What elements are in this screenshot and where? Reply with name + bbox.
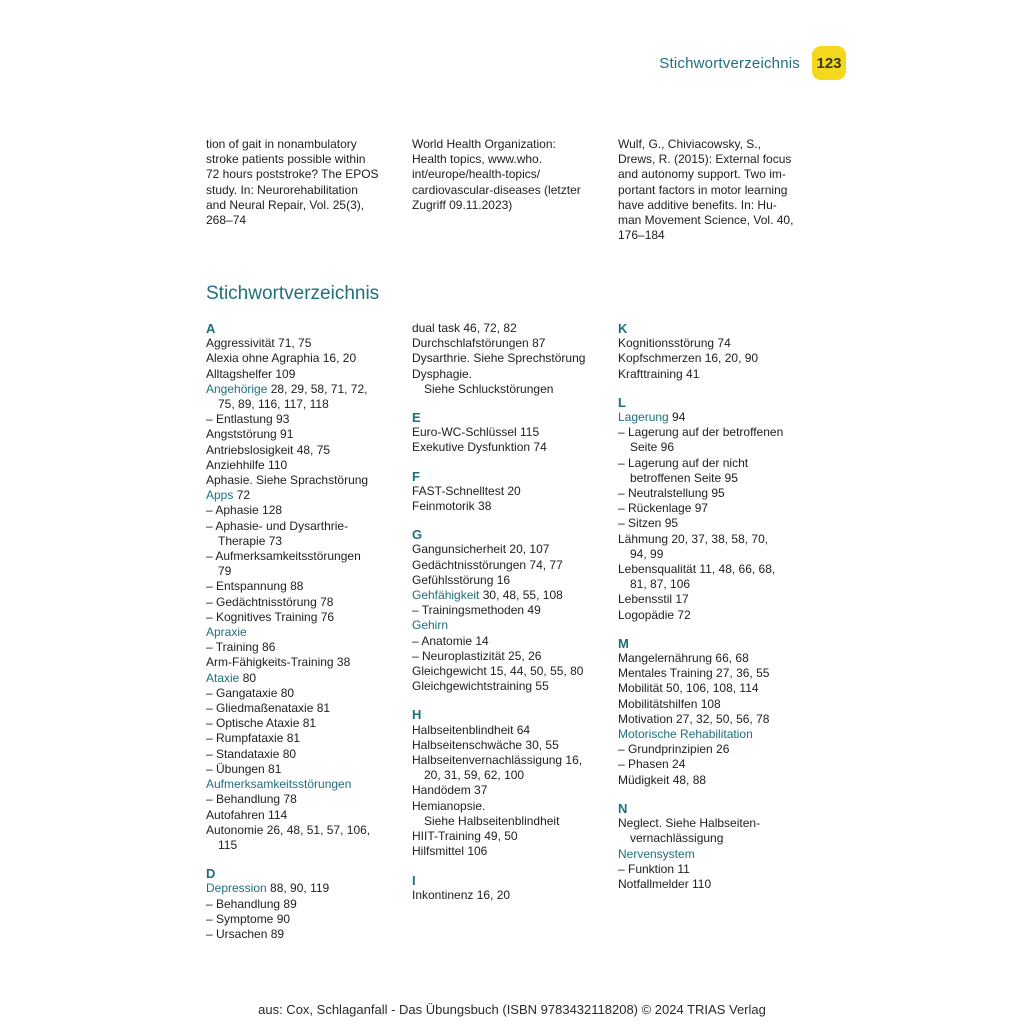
- index-entry: Exekutive Dysfunktion 74: [412, 440, 547, 455]
- index-letter-heading: I: [412, 872, 416, 888]
- index-letter-heading: F: [412, 468, 420, 484]
- index-entry: Halbseitenschwäche 30, 55: [412, 737, 559, 752]
- index-column: [206, 321, 396, 942]
- index-subentry: – Entlastung 93: [206, 412, 290, 427]
- index-entry: Hilfsmittel 106: [412, 844, 488, 859]
- index-entry: Handödem 37: [412, 783, 488, 798]
- index-subentry: – Gedächtnisstörung 78: [206, 594, 334, 609]
- index-subentry: – Phasen 24: [618, 757, 686, 772]
- index-letter-heading: G: [412, 527, 423, 543]
- index-subentry: – Grundprinzipien 26: [618, 742, 730, 757]
- index-continuation: Therapie 73: [218, 533, 283, 548]
- index-entry: Lebensstil 17: [618, 592, 689, 607]
- spacer: [412, 694, 602, 707]
- index-entry: Gefühlsstörung 16: [412, 572, 511, 587]
- index-entry: Euro-WC-Schlüssel 115: [412, 425, 540, 440]
- index-entry: [206, 777, 396, 792]
- index-entry: Apps 72: [206, 488, 251, 503]
- page-number-badge: 123: [812, 46, 846, 80]
- index-subentry: – Aphasie- und Dysarthrie-: [206, 518, 349, 533]
- index-subentry: – Lagerung auf der nicht: [618, 455, 749, 470]
- index-entry: Motivation 27, 32, 50, 56, 78: [618, 711, 770, 726]
- index-letter-heading: H: [412, 707, 422, 723]
- index-subentry: – Optische Ataxie 81: [206, 716, 317, 731]
- index-keyword: Lagerung: [618, 410, 669, 425]
- index-subentry: – Rumpfataxie 81: [206, 731, 301, 746]
- index-subentry: – Aphasie 128: [206, 503, 283, 518]
- index-subentry: – Funktion 11: [618, 861, 690, 876]
- index-keyword: Gehirn: [412, 618, 449, 633]
- index-entry: Lebensqualität 11, 48, 66, 68,: [618, 562, 776, 577]
- index-entry: Alltagshelfer 109: [206, 366, 296, 381]
- index-entry: Gleichgewicht 15, 44, 50, 55, 80: [412, 664, 584, 679]
- index-keyword: Motorische Rehabilitation: [618, 727, 753, 742]
- index-subentry: – Gangataxie 80: [206, 685, 295, 700]
- index-subentry: – Lagerung auf der betroffenen: [618, 425, 784, 440]
- index-entry: Mobilitätshilfen 108: [618, 696, 721, 711]
- index-entry: Alexia ohne Agraphia 16, 20: [206, 351, 357, 366]
- index-entry: Gangunsicherheit 20, 107: [412, 542, 550, 557]
- reference-entry: tion of gait in nonambulatory stroke patients possible within 72 hours poststroke? The EPOS study. In: Neurorehabilitation and Neural Repair, Vol. 25(3), 268–74: [206, 137, 379, 228]
- index-entry: Anziehhilfe 110: [206, 457, 288, 472]
- index-entry: FAST-Schnelltest 20: [412, 483, 521, 498]
- reference-entry: World Health Organization: Health topics, www.who. int/europe/health-topics/ cardiovascular-diseases (letzter Zugriff 09.11.2023): [412, 137, 581, 212]
- index-letter-heading: A: [206, 321, 216, 336]
- index-entry: HIIT-Training 49, 50: [412, 829, 518, 844]
- index-entry: Lähmung 20, 37, 38, 58, 70,: [618, 531, 769, 546]
- index-column: [618, 321, 808, 892]
- index-entry: Dysarthrie. Siehe Sprechstörung: [412, 351, 586, 366]
- index-keyword: Apraxie: [206, 625, 247, 640]
- index-entry: Feinmotorik 38: [412, 499, 492, 514]
- index-entry: Aggressivität 71, 75: [206, 336, 312, 351]
- index-subentry: – Standataxie 80: [206, 746, 297, 761]
- spacer: [412, 514, 602, 527]
- index-letter-heading: M: [618, 635, 629, 651]
- index-entry: Autonomie 26, 48, 51, 57, 106,: [206, 822, 371, 837]
- index-letter-heading: D: [206, 866, 216, 882]
- index-entry: Halbseitenvernachlässigung 16,: [412, 753, 583, 768]
- index-subentry: – Behandlung 78: [206, 792, 297, 807]
- spacer: [412, 860, 602, 873]
- index-entry: Dysphagie.: [412, 366, 473, 381]
- index-entry: [618, 727, 808, 742]
- index-continuation: 75, 89, 116, 117, 118: [218, 397, 329, 412]
- index-continuation: Seite 96: [630, 440, 675, 455]
- spacer: [618, 788, 808, 801]
- index-keyword: Ataxie: [206, 670, 240, 685]
- index-subentry: – Ursachen 89: [206, 926, 285, 941]
- index-subentry: – Rückenlage 97: [618, 501, 709, 516]
- index-subentry: – Gliedmaßenataxie 81: [206, 701, 331, 716]
- spacer: [618, 382, 808, 395]
- index-continuation: 81, 87, 106: [630, 577, 691, 592]
- spacer: [618, 623, 808, 636]
- index-keyword: Aufmerksamkeitsstörungen: [206, 777, 352, 792]
- index-continuation: Siehe Schluckstörungen: [424, 381, 554, 396]
- index-letter-heading: E: [412, 410, 421, 426]
- index-entry: Kognitionsstörung 74: [618, 336, 731, 351]
- index-entry: Angststörung 91: [206, 427, 294, 442]
- index-entry: Antriebslosigkeit 48, 75: [206, 442, 331, 457]
- index-entry: Müdigkeit 48, 88: [618, 772, 707, 787]
- index-entry: Hemianopsie.: [412, 798, 486, 813]
- index-entry: Gedächtnisstörungen 74, 77: [412, 557, 563, 572]
- index-entry: Gehfähigkeit 30, 48, 55, 108: [412, 588, 563, 603]
- index-entry: Mentales Training 27, 36, 55: [618, 666, 770, 681]
- index-entry: Kopfschmerzen 16, 20, 90: [618, 351, 759, 366]
- index-subentry: – Übungen 81: [206, 761, 282, 776]
- index-subentry: – Kognitives Training 76: [206, 609, 335, 624]
- index-continuation: betroffenen Seite 95: [630, 470, 738, 485]
- index-keyword: Nervensystem: [618, 846, 695, 861]
- index-entry: Durchschlafstörungen 87: [412, 336, 546, 351]
- index-letter-heading: K: [618, 321, 628, 336]
- index-entry: Neglect. Siehe Halbseiten-: [618, 816, 761, 831]
- spacer: [206, 853, 396, 866]
- index-entry: Gleichgewichtstraining 55: [412, 679, 549, 694]
- index-subentry: – Neuroplastizität 25, 26: [412, 648, 542, 663]
- index-entry: Notfallmelder 110: [618, 876, 712, 891]
- section-title: Stichwortverzeichnis: [206, 283, 380, 304]
- index-entry: Ataxie 80: [206, 670, 257, 685]
- index-keyword: Depression: [206, 881, 267, 896]
- spacer: [412, 456, 602, 469]
- index-entry: Mangelernährung 66, 68: [618, 651, 749, 666]
- index-subentry: – Behandlung 89: [206, 896, 297, 911]
- index-entry: [412, 618, 602, 633]
- index-subentry: – Training 86: [206, 640, 276, 655]
- index-continuation: 20, 31, 59, 62, 100: [424, 768, 525, 783]
- index-entry: Krafttraining 41: [618, 366, 700, 381]
- index-letter-heading: L: [618, 394, 626, 410]
- index-subentry: – Symptome 90: [206, 911, 291, 926]
- spacer: [412, 397, 602, 410]
- index-subentry: – Neutralstellung 95: [618, 486, 725, 501]
- index-column: [412, 321, 602, 903]
- index-entry: Mobilität 50, 106, 108, 114: [618, 681, 759, 696]
- index-entry: Depression 88, 90, 119: [206, 881, 330, 896]
- index-letter-heading: N: [618, 800, 628, 816]
- index-entry: Logopädie 72: [618, 607, 691, 622]
- index-continuation: 115: [218, 837, 238, 852]
- index-continuation: 79: [218, 564, 232, 579]
- index-keyword: Angehörige: [206, 381, 268, 396]
- index-subentry: – Sitzen 95: [618, 516, 679, 531]
- index-keyword: Apps: [206, 488, 234, 503]
- index-subentry: – Entspannung 88: [206, 579, 304, 594]
- index-entry: Aphasie. Siehe Sprachstörung: [206, 473, 369, 488]
- index-subentry: – Aufmerksamkeitsstörungen: [206, 549, 361, 564]
- index-entry: Inkontinenz 16, 20: [412, 887, 511, 902]
- running-head: [560, 46, 846, 80]
- index-subentry: – Anatomie 14: [412, 633, 489, 648]
- index-entry: [618, 847, 808, 862]
- index-continuation: 94, 99: [630, 546, 664, 561]
- running-title: Stichwortverzeichnis: [659, 54, 800, 72]
- index-entry: Autofahren 114: [206, 807, 288, 822]
- index-entry: dual task 46, 72, 82: [412, 321, 517, 335]
- index-keyword: Gehfähigkeit: [412, 588, 480, 603]
- index-entry: [206, 625, 396, 640]
- index-entry: Halbseitenblindheit 64: [412, 722, 531, 737]
- index-entry: Angehörige 28, 29, 58, 71, 72,: [206, 381, 368, 396]
- source-footer: aus: Cox, Schlaganfall - Das Übungsbuch (ISBN 9783432118208) © 2024 TRIAS Verlag: [258, 1002, 766, 1017]
- index-continuation: vernachlässigung: [630, 831, 724, 846]
- reference-entry: Wulf, G., Chiviacowsky, S., Drews, R. (2015): External focus and autonomy support. Two im- portant factors in motor learning have additive benefits. In: Hu- man Movement Science, Vol. 40, 176–184: [618, 137, 794, 243]
- index-subentry: – Trainingsmethoden 49: [412, 603, 541, 618]
- index-entry: Lagerung 94: [618, 410, 686, 425]
- index-continuation: Siehe Halbseitenblindheit: [424, 813, 560, 828]
- index-entry: Arm-Fähigkeits-Training 38: [206, 655, 351, 670]
